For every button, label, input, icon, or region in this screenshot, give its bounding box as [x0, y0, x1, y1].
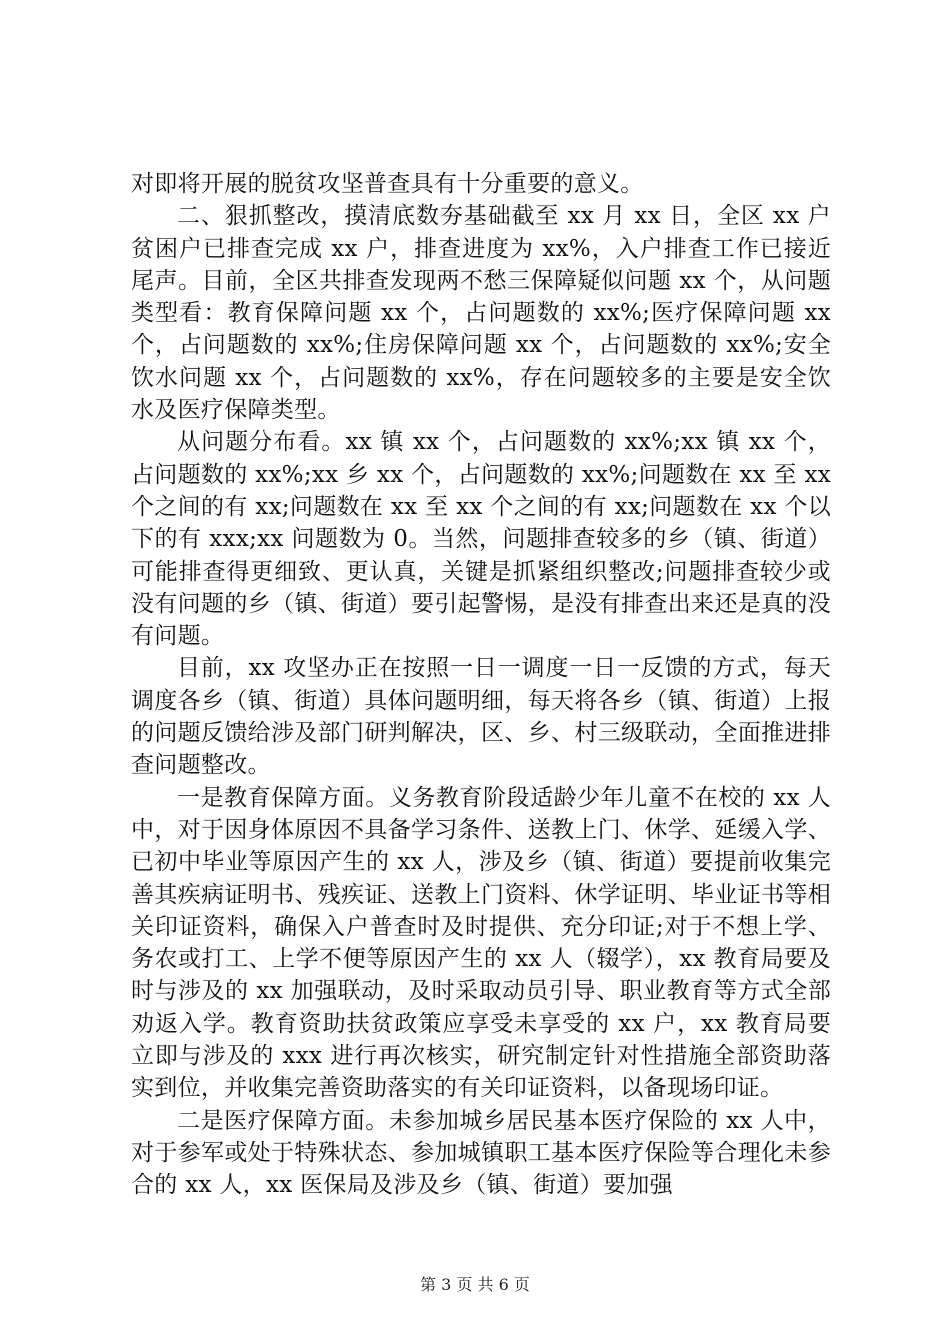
- page-number-footer: 第 3 页 共 6 页: [420, 1275, 530, 1294]
- paragraph-2: 二、狠抓整改，摸清底数夯基础截至 xx 月 xx 日，全区 xx 户贫困户已排查完成 xx 户，排查进度为 xx%，入户排查工作已接近尾声。目前，全区共排查发现两不愁三保障疑似问题 xx 个，从问题类型看：教育保障问题 xx 个，占问题数的 xx%;医疗保障问题 xx 个，占问题数的 xx%;住房保障问题 xx 个，占问题数的 xx%;安全饮水问题 xx 个，占问题数的 xx%，存在问题较多的主要是安全饮水及医疗保障类型。: [131, 203, 831, 424]
- document-body: [131, 168, 831, 1202]
- paragraph-4: 目前，xx 攻坚办正在按照一日一调度一日一反馈的方式，每天调度各乡（镇、街道）具体问题明细，每天将各乡（镇、街道）上报的问题反馈给涉及部门研判解决，区、乡、村三级联动，全面推进排查问题整改。: [131, 655, 831, 779]
- paragraph-1: 对即将开展的脱贫攻坚普查具有十分重要的意义。: [131, 171, 644, 197]
- paragraph-6: 二是医疗保障方面。未参加城乡居民基本医疗保险的 xx 人中，对于参军或处于特殊状态、参加城镇职工基本医疗保险等合理化未参合的 xx 人，xx 医保局及涉及乡（镇、街道）要加强: [131, 1107, 831, 1199]
- paragraph-5: 一是教育保障方面。义务教育阶段适龄少年儿童不在校的 xx 人中，对于因身体原因不具备学习条件、送教上门、休学、延缓入学、已初中毕业等原因产生的 xx 人，涉及乡（镇、街道）要提前收集完善其疾病证明书、残疾证、送教上门资料、休学证明、毕业证书等相关印证资料，确保入户普查时及时提供、充分印证;对于不想上学、务农或打工、上学不便等原因产生的 xx 人（辍学），xx 教育局要及时与涉及的 xx 加强联动，及时采取动员引导、职业教育等方式全部劝返入学。教育资助扶贫政策应享受未享受的 xx 户，xx 教育局要立即与涉及的 xxx 进行再次核实，研究制定针对性措施全部资助落实到位，并收集完善资助落实的有关印证资料，以备现场印证。: [131, 784, 831, 1102]
- paragraph-3: 从问题分布看。xx 镇 xx 个，占问题数的 xx%;xx 镇 xx 个，占问题数的 xx%;xx 乡 xx 个，占问题数的 xx%;问题数在 xx 至 xx 个之间的有 xx;问题数在 xx 至 xx 个之间的有 xx;问题数在 xx 个以下的有 xxx;xx 问题数为 0。当然，问题排查较多的乡（镇、街道）可能排查得更细致、更认真，关键是抓紧组织整改;问题排查较少或没有问题的乡（镇、街道）要引起警惕，是没有排查出来还是真的没有问题。: [131, 429, 831, 650]
